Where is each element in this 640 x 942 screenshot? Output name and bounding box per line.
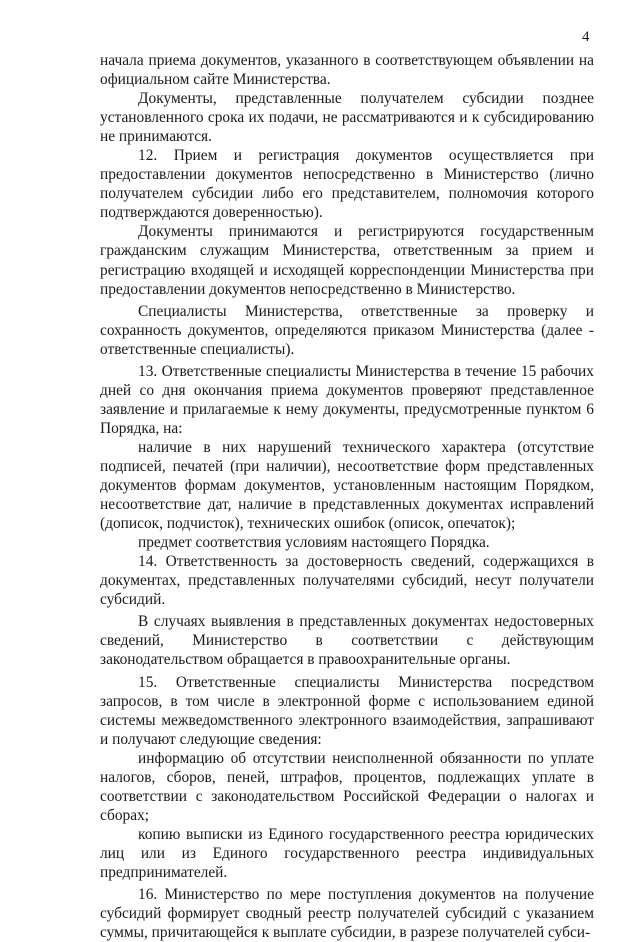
paragraph-p8: 14. Ответственность за достоверность сведений, содержащихся в документах, представленных получателями субсидий, несут получатели субсидий. [100, 553, 594, 609]
paragraph-p7: предмет соответствия условиям настоящего Порядка. [138, 534, 490, 552]
page-number: 4 [582, 29, 590, 45]
paragraph-p2: 12. Прием и регистрация документов осуществляется при предоставлении документов непосредственно в Министерство (лично получателем субсидии либо его представителем, полномочия которого подтверждаются доверенностью). [100, 147, 594, 222]
paragraph-p9: В случаях выявления в представленных документах недостоверных сведений, Министерство в соответствии с действующим законодательством обращается в правоохранительные органы. [100, 613, 594, 669]
paragraph-p11: информацию об отсутствии неисполненной обязанности по уплате налогов, сборов, пеней, штрафов, процентов, подлежащих уплате в соответствии с законодательством Российской Федерации о налогах и сборах; [100, 749, 594, 824]
paragraph-p4: Специалисты Министерства, ответственные за проверку и сохранность документов, определяются приказом Министерства (далее - ответственные специалисты). [100, 302, 594, 358]
paragraph-p13: 16. Министерство по мере поступления документов на получение субсидий формирует сводный реестр получателей субсидий с указанием суммы, причитающейся к выплате субсидии, в разрезе получателей субси- [100, 886, 594, 942]
document-body [100, 51, 594, 942]
paragraph-p1: Документы, представленные получателем субсидии позднее установленного срока их подачи, не рассматриваются и к субсидированию не принимаются. [100, 90, 594, 146]
paragraph-p5: 13. Ответственные специалисты Министерства в течение 15 рабочих дней со дня окончания приема документов проверяют представленное заявление и прилагаемые к нему документы, предусмотренные пунктом 6 Порядка, на: [100, 362, 594, 437]
paragraph-p0: начала приема документов, указанного в соответствующем объявлении на официальном сайте Министерства. [100, 52, 594, 89]
paragraph-p6: наличие в них нарушений технического характера (отсутствие подписей, печатей (при наличии), несоответствие форм представленных документов формам документов, установленным настоящим Порядком, несоответствие дат, наличие в представленных документах исправлений (дописок, подчисток), технических ошибок (описок, опечаток); [100, 438, 594, 533]
paragraph-p12: копию выписки из Единого государственного реестра юридических лиц или из Единого государственного реестра индивидуальных предпринимателей. [100, 825, 594, 881]
paragraph-p10: 15. Ответственные специалисты Министерства посредством запросов, в том числе в электронной форме с использованием единой системы межведомственного электронного взаимодействия, запрашивают и получают следующие сведения: [100, 673, 594, 748]
paragraph-p3: Документы принимаются и регистрируются государственным гражданским служащим Министерства, ответственным за прием и регистрацию входящей и исходящей корреспонденции Министерства при предоставлении документов непосредственно в Министерство. [100, 223, 594, 298]
